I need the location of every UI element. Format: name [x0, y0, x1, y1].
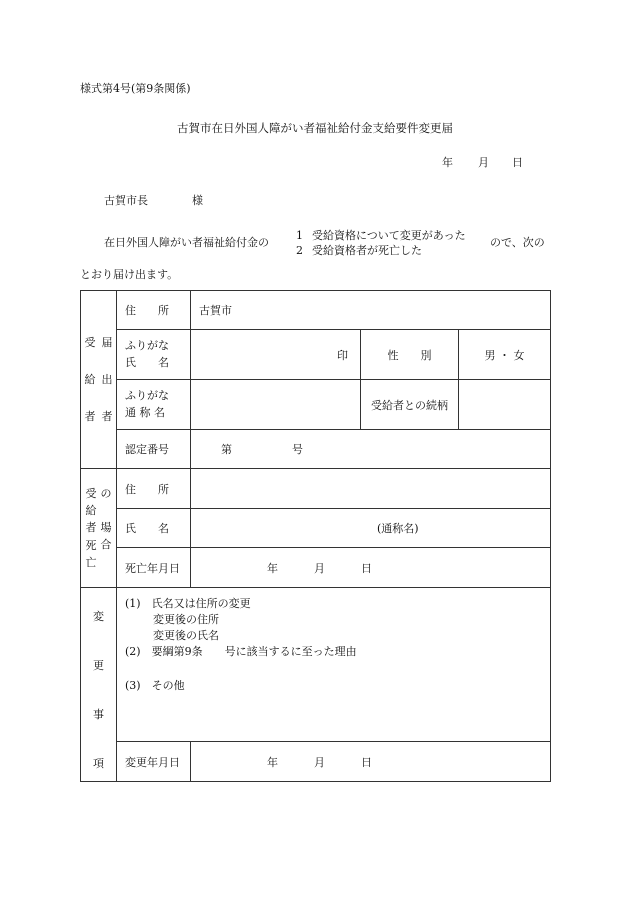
s1-alias-labels: [117, 380, 191, 430]
section3-label: [81, 588, 117, 782]
s3-change-date-field[interactable]: [191, 742, 551, 782]
option-2: [296, 244, 422, 257]
death-month: 月: [314, 561, 325, 575]
section1-label: [81, 291, 117, 469]
s1-alias-field[interactable]: [191, 380, 361, 430]
s3-char: 事: [93, 708, 104, 722]
addressee-name: 古賀市長: [104, 194, 148, 207]
s2-death-date-field[interactable]: [191, 548, 551, 588]
section2-label: [81, 469, 117, 588]
item-num: (2): [125, 644, 141, 658]
option-2-text: 受給資格者が死亡した: [312, 244, 422, 257]
form-title: 古賀市在日外国人障がい者福祉給付金支給要件変更届: [177, 121, 453, 135]
s3-change-date-label: 変更年月日: [117, 742, 191, 782]
s1-name-field[interactable]: [191, 330, 361, 380]
change-item-3: [125, 678, 542, 694]
date-day: 日: [512, 156, 523, 169]
s2-name-label: 氏 名: [117, 509, 191, 548]
s1-relation-field[interactable]: [459, 380, 551, 430]
date-month: 月: [478, 156, 489, 169]
s3-char: 項: [93, 757, 104, 771]
s1-col1-char: 給: [84, 372, 96, 386]
s1-name-labels: [117, 330, 191, 380]
s2-address-field[interactable]: [191, 469, 551, 509]
s1-address-label: 住 所: [117, 291, 191, 330]
change-item-2: [125, 644, 542, 660]
change-item-sub-address: 変更後の住所: [153, 612, 219, 626]
s1-col1-char: 受: [84, 335, 96, 349]
s2-name-field[interactable]: [191, 509, 551, 548]
form-table: [80, 290, 551, 782]
s2-address-label: 住 所: [117, 469, 191, 509]
item-num: (3): [125, 678, 141, 692]
death-day: 日: [361, 561, 372, 575]
body-tail: ので、次の: [490, 236, 545, 249]
s2-col1-char: 亡: [85, 555, 97, 569]
item-text: 要綱第9条 号に該当するに至った理由: [151, 644, 357, 658]
addressee-honorific: 様: [192, 194, 203, 207]
s2-col1-char: 給: [85, 504, 97, 518]
s1-cert-field[interactable]: [191, 430, 551, 469]
alias-note: (通称名): [377, 522, 419, 535]
s1-alias-label: 通 称 名: [125, 405, 165, 419]
s1-gender-field[interactable]: 男 ・ 女: [459, 330, 551, 380]
s3-char: 変: [93, 610, 104, 623]
change-items[interactable]: [117, 588, 551, 742]
option-2-number: 2: [296, 244, 303, 257]
death-year: 年: [267, 561, 278, 575]
option-1-number: 1: [296, 229, 303, 242]
s2-col1-char: 死: [85, 538, 97, 552]
change-item-sub-name: 変更後の氏名: [153, 628, 219, 642]
s1-alias-furigana-label: ふりがな: [125, 389, 169, 402]
cert-go: 号: [292, 443, 303, 456]
change-month: 月: [314, 755, 325, 769]
item-num: (1): [125, 597, 141, 610]
change-item-1: [125, 596, 542, 612]
s1-col2-char: 届: [101, 335, 113, 349]
s1-address-field[interactable]: 古賀市: [191, 291, 551, 330]
s2-col2-char: 合: [100, 538, 112, 552]
body-continuation: とおり届け出ます。: [80, 268, 179, 281]
s1-relation-label: 受給者との続柄: [361, 380, 459, 430]
form-number: 様式第4号(第9条関係): [80, 82, 191, 95]
s1-col2-char: 者: [101, 410, 113, 424]
addressee: [104, 194, 203, 207]
item-text: その他: [151, 678, 185, 692]
option-1: [296, 229, 466, 242]
s2-col2-char: 場: [100, 521, 112, 535]
option-1-text: 受給資格について変更があった: [312, 229, 466, 242]
s1-name-label: 氏 名: [125, 355, 169, 369]
body-lead: 在日外国人障がい者福祉給付金の: [104, 236, 269, 249]
change-year: 年: [267, 755, 278, 769]
item-text: 氏名又は住所の変更: [151, 597, 251, 610]
s2-col1-char: 受: [85, 487, 97, 501]
s1-gender-label: 性 別: [361, 330, 459, 380]
s1-furigana-label: ふりがな: [125, 339, 169, 352]
s3-char: 更: [93, 659, 104, 673]
s1-col2-char: 出: [101, 372, 113, 386]
s2-col1-char: 者: [85, 521, 97, 535]
seal-mark: 印: [337, 348, 348, 362]
cert-dai: 第: [221, 443, 232, 456]
s1-col1-char: 者: [84, 410, 96, 424]
date-year: 年: [442, 156, 453, 169]
s1-cert-label: 認定番号: [117, 430, 191, 469]
change-day: 日: [361, 755, 372, 769]
s2-col2-char: の: [100, 487, 112, 501]
s2-death-date-label: 死亡年月日: [117, 548, 191, 588]
